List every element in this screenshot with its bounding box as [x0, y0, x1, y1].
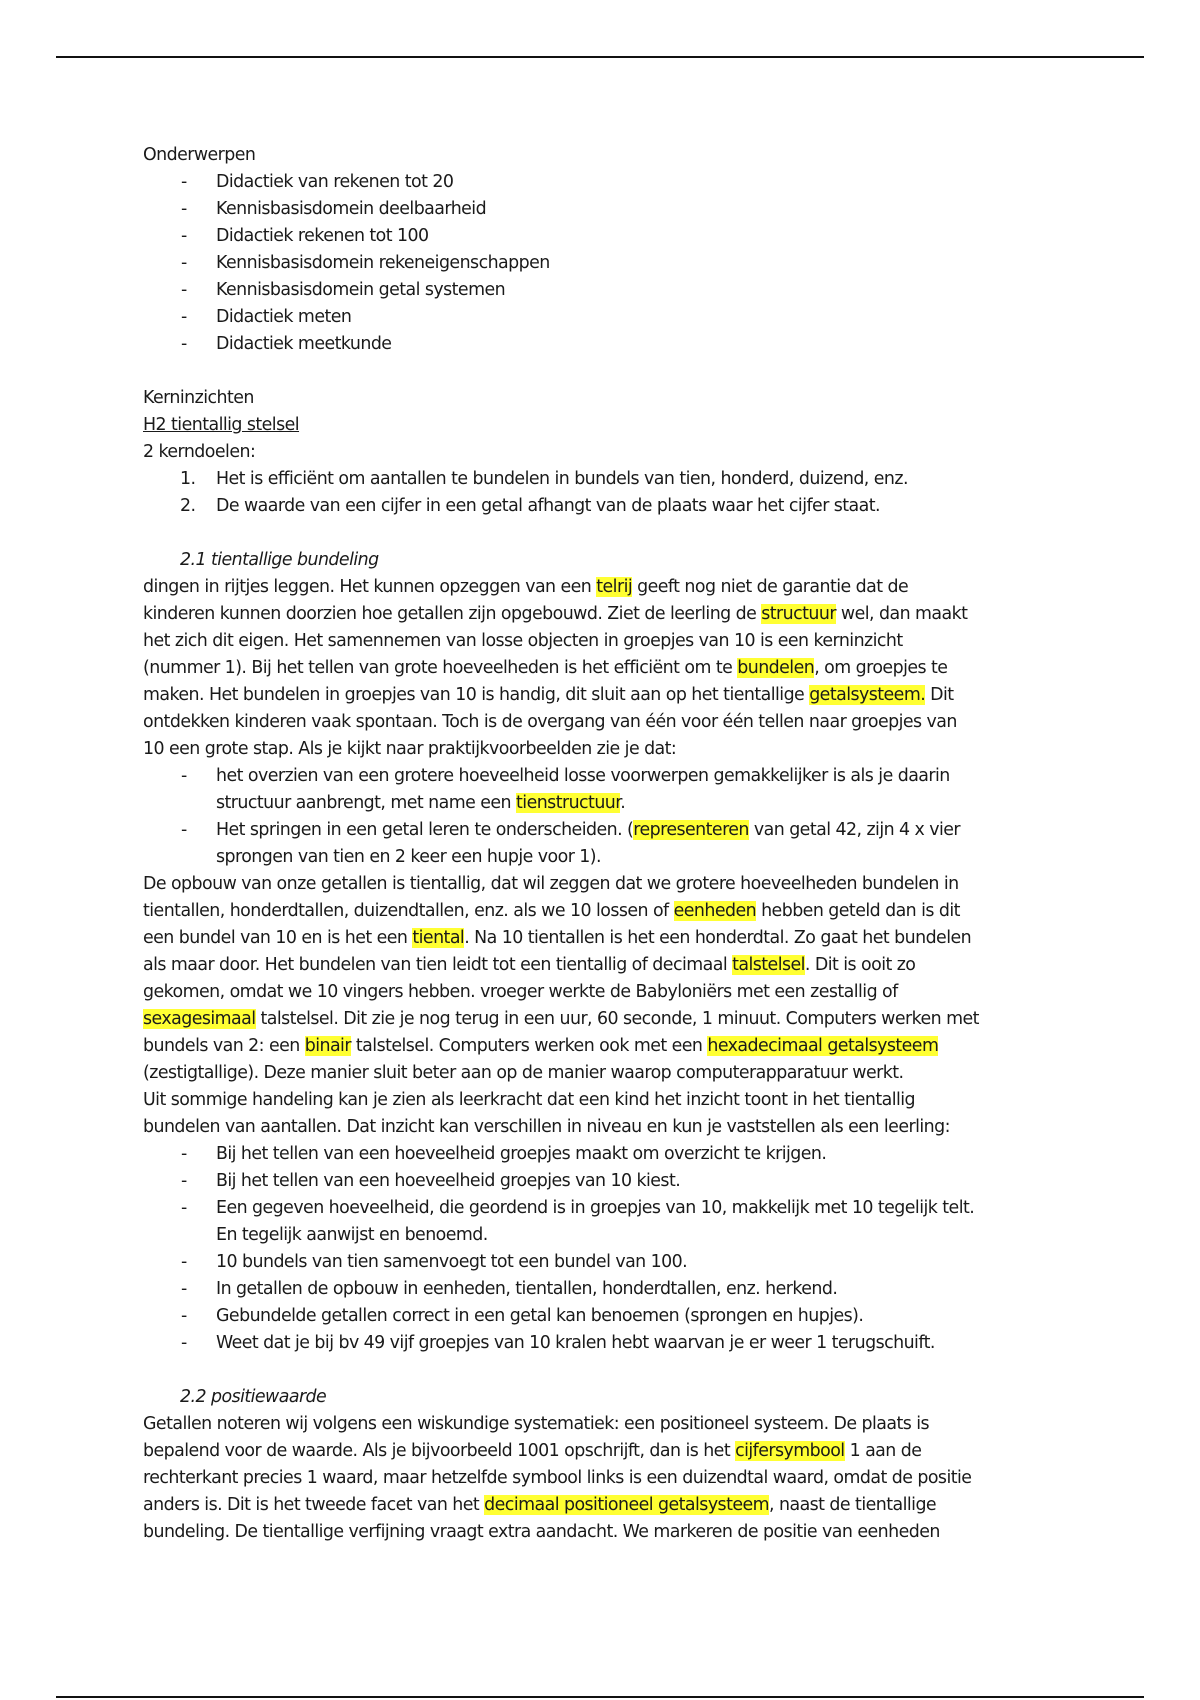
text-line: 2. De waarde van een cijfer in een getal afhangt van de plaats waar het cijfer staat.: [143, 493, 1073, 520]
text-line: Uit sommige handeling kan je zien als leerkracht dat een kind het inzicht toont in het tientallig: [143, 1090, 916, 1110]
section-2-1-paragraph-2: [143, 871, 1073, 1141]
text-line: (nummer 1). Bij het tellen van grote hoeveelheden is het efficiënt om te bundelen, om groepjes te: [143, 658, 948, 678]
text-line: bundelen van aantallen. Dat inzicht kan verschillen in niveau en kun je vaststellen als een leerling:: [143, 1117, 950, 1137]
text-line: dingen in rijtjes leggen. Het kunnen opzeggen van een telrij geeft nog niet de garantie dat de: [143, 577, 909, 597]
text-line: - Didactiek van rekenen tot 20: [143, 169, 1073, 196]
text-line: - Weet dat je bij bv 49 vijf groepjes van 10 kralen hebt waarvan je er weer 1 terugschuift.: [143, 1330, 1073, 1357]
highlighted-term: getalsysteem.: [809, 685, 926, 705]
topics-heading: Onderwerpen: [143, 145, 256, 165]
highlighted-term: sexagesimaal: [143, 1009, 256, 1029]
text-line: tientallen, honderdtallen, duizendtallen, enz. als we 10 lossen of eenheden hebben geteld dan is dit: [143, 901, 960, 921]
dash-bullet: -: [181, 334, 187, 354]
text-line: - Gebundelde getallen correct in een getal kan benoemen (sprongen en hupjes).: [143, 1303, 1073, 1330]
dash-bullet: -: [181, 199, 187, 219]
highlighted-term: tienstructuur: [516, 793, 621, 813]
text-line: bundeling. De tientallige verfijning vraagt extra aandacht. We markeren de positie van eenheden: [143, 1522, 940, 1542]
text-line: - Het springen in een getal leren te onderscheiden. (representeren van getal 42, zijn 4 x vier: [143, 817, 1073, 844]
text-line: 10 een grote stap. Als je kijkt naar praktijkvoorbeelden zie je dat:: [143, 739, 677, 759]
dash-bullet: -: [181, 1279, 187, 1299]
text-line: maken. Het bundelen in groepjes van 10 is handig, dit sluit aan op het tientallige getalsysteem. Dit: [143, 685, 954, 705]
text-line: bepalend voor de waarde. Als je bijvoorbeeld 1001 opschrijft, dan is het cijfersymbool 1 aan de: [143, 1441, 922, 1461]
dash-bullet: -: [181, 1144, 187, 1164]
dash-bullet: -: [181, 1333, 187, 1353]
text-line: - het overzien van een grotere hoeveelheid losse voorwerpen gemakkelijker is als je daarin: [143, 763, 1073, 790]
dash-bullet: -: [181, 172, 187, 192]
dash-bullet: -: [181, 766, 187, 786]
text-line: - Kennisbasisdomein getal systemen: [143, 277, 1073, 304]
dash-bullet: -: [181, 280, 187, 300]
text-line: gekomen, omdat we 10 vingers hebben. vroeger werkte de Babyloniërs met een zestallig of: [143, 982, 898, 1002]
highlighted-term: telrij: [596, 577, 633, 597]
insights-heading: Kerninzichten: [143, 388, 254, 408]
text-line: ontdekken kinderen vaak spontaan. Toch is de overgang van één voor één tellen naar groepjes van: [143, 712, 957, 732]
text-line: - Bij het tellen van een hoeveelheid groepjes van 10 kiest.: [143, 1168, 1073, 1195]
section-2-1-bullets-1: [143, 763, 1073, 871]
text-line: 1. Het is efficiënt om aantallen te bundelen in bundels van tien, honderd, duizend, enz.: [143, 466, 1073, 493]
text-line: bundels van 2: een binair talstelsel. Computers werken ook met een hexadecimaal getalsysteem: [143, 1036, 939, 1056]
topics-list: [143, 169, 1073, 358]
footer-rule: [56, 1696, 1144, 1698]
text-line: (zestigtallige). Deze manier sluit beter aan op de manier waarop computerapparatuur werkt.: [143, 1063, 904, 1083]
highlighted-term: bundelen: [737, 658, 815, 678]
section-2-1-title: 2.1 tientallige bundeling: [180, 550, 379, 570]
dash-bullet: -: [181, 1171, 187, 1191]
highlighted-term: decimaal positioneel getalsysteem: [484, 1495, 770, 1515]
highlighted-term: representeren: [633, 820, 749, 840]
text-line: een bundel van 10 en is het een tiental. Na 10 tientallen is het een honderdtal. Zo gaat het bundelen: [143, 928, 972, 948]
text-line: het zich dit eigen. Het samennemen van losse objecten in groepjes van 10 is een kerninzicht: [143, 631, 903, 651]
highlighted-term: structuur: [761, 604, 836, 624]
highlighted-term: binair: [304, 1036, 351, 1056]
goals-intro: 2 kerndoelen:: [143, 442, 256, 462]
text-line: sexagesimaal talstelsel. Dit zie je nog terug in een uur, 60 seconde, 1 minuut. Computers werken met: [143, 1009, 979, 1029]
dash-bullet: -: [181, 1306, 187, 1326]
document-body: [143, 142, 1073, 1546]
dash-bullet: -: [181, 253, 187, 273]
dash-bullet: -: [181, 307, 187, 327]
highlighted-term: cijfersymbool: [735, 1441, 845, 1461]
text-line: sprongen van tien en 2 keer een hupje voor 1).: [216, 847, 602, 867]
dash-bullet: -: [181, 820, 187, 840]
dash-bullet: -: [181, 1252, 187, 1272]
text-line: - Een gegeven hoeveelheid, die geordend is in groepjes van 10, makkelijk met 10 tegelijk telt.: [143, 1195, 1073, 1222]
section-2-2-paragraph-1: [143, 1411, 1073, 1546]
text-line: structuur aanbrengt, met name een tienstructuur.: [216, 793, 626, 813]
text-line: En tegelijk aanwijst en benoemd.: [216, 1225, 488, 1245]
section-2-1-paragraph-1: [143, 574, 1073, 763]
text-line: - Kennisbasisdomein deelbaarheid: [143, 196, 1073, 223]
highlighted-term: eenheden: [673, 901, 757, 921]
text-line: - Didactiek meten: [143, 304, 1073, 331]
highlighted-term: talstelsel: [732, 955, 805, 975]
dash-bullet: -: [181, 1198, 187, 1218]
section-2-2-title: 2.2 positiewaarde: [180, 1387, 327, 1407]
chapter-title: H2 tientallig stelsel: [143, 415, 300, 435]
highlighted-term: tiental: [412, 928, 465, 948]
text-line: - Didactiek rekenen tot 100: [143, 223, 1073, 250]
text-line: - Bij het tellen van een hoeveelheid groepjes maakt om overzicht te krijgen.: [143, 1141, 1073, 1168]
section-2-1-bullets-2: [143, 1141, 1073, 1357]
highlighted-term: hexadecimaal getalsysteem: [707, 1036, 939, 1056]
text-line: anders is. Dit is het tweede facet van het decimaal positioneel getalsysteem, naast de tientallige: [143, 1495, 937, 1515]
text-line: - Didactiek meetkunde: [143, 331, 1073, 358]
text-line: rechterkant precies 1 waard, maar hetzelfde symbool links is een duizendtal waard, omdat de positie: [143, 1468, 972, 1488]
text-line: - Kennisbasisdomein rekeneigenschappen: [143, 250, 1073, 277]
list-number: 2.: [180, 496, 196, 516]
dash-bullet: -: [181, 226, 187, 246]
list-number: 1.: [180, 469, 196, 489]
text-line: Getallen noteren wij volgens een wiskundige systematiek: een positioneel systeem. De plaats is: [143, 1414, 930, 1434]
header-rule: [56, 56, 1144, 58]
text-line: De opbouw van onze getallen is tientallig, dat wil zeggen dat we grotere hoeveelheden bundelen in: [143, 874, 959, 894]
text-line: als maar door. Het bundelen van tien leidt tot een tientallig of decimaal talstelsel. Dit is ooit zo: [143, 955, 916, 975]
goals-list: [143, 466, 1073, 520]
text-line: - 10 bundels van tien samenvoegt tot een bundel van 100.: [143, 1249, 1073, 1276]
text-line: - In getallen de opbouw in eenheden, tientallen, honderdtallen, enz. herkend.: [143, 1276, 1073, 1303]
text-line: kinderen kunnen doorzien hoe getallen zijn opgebouwd. Ziet de leerling de structuur wel, dan maakt: [143, 604, 968, 624]
